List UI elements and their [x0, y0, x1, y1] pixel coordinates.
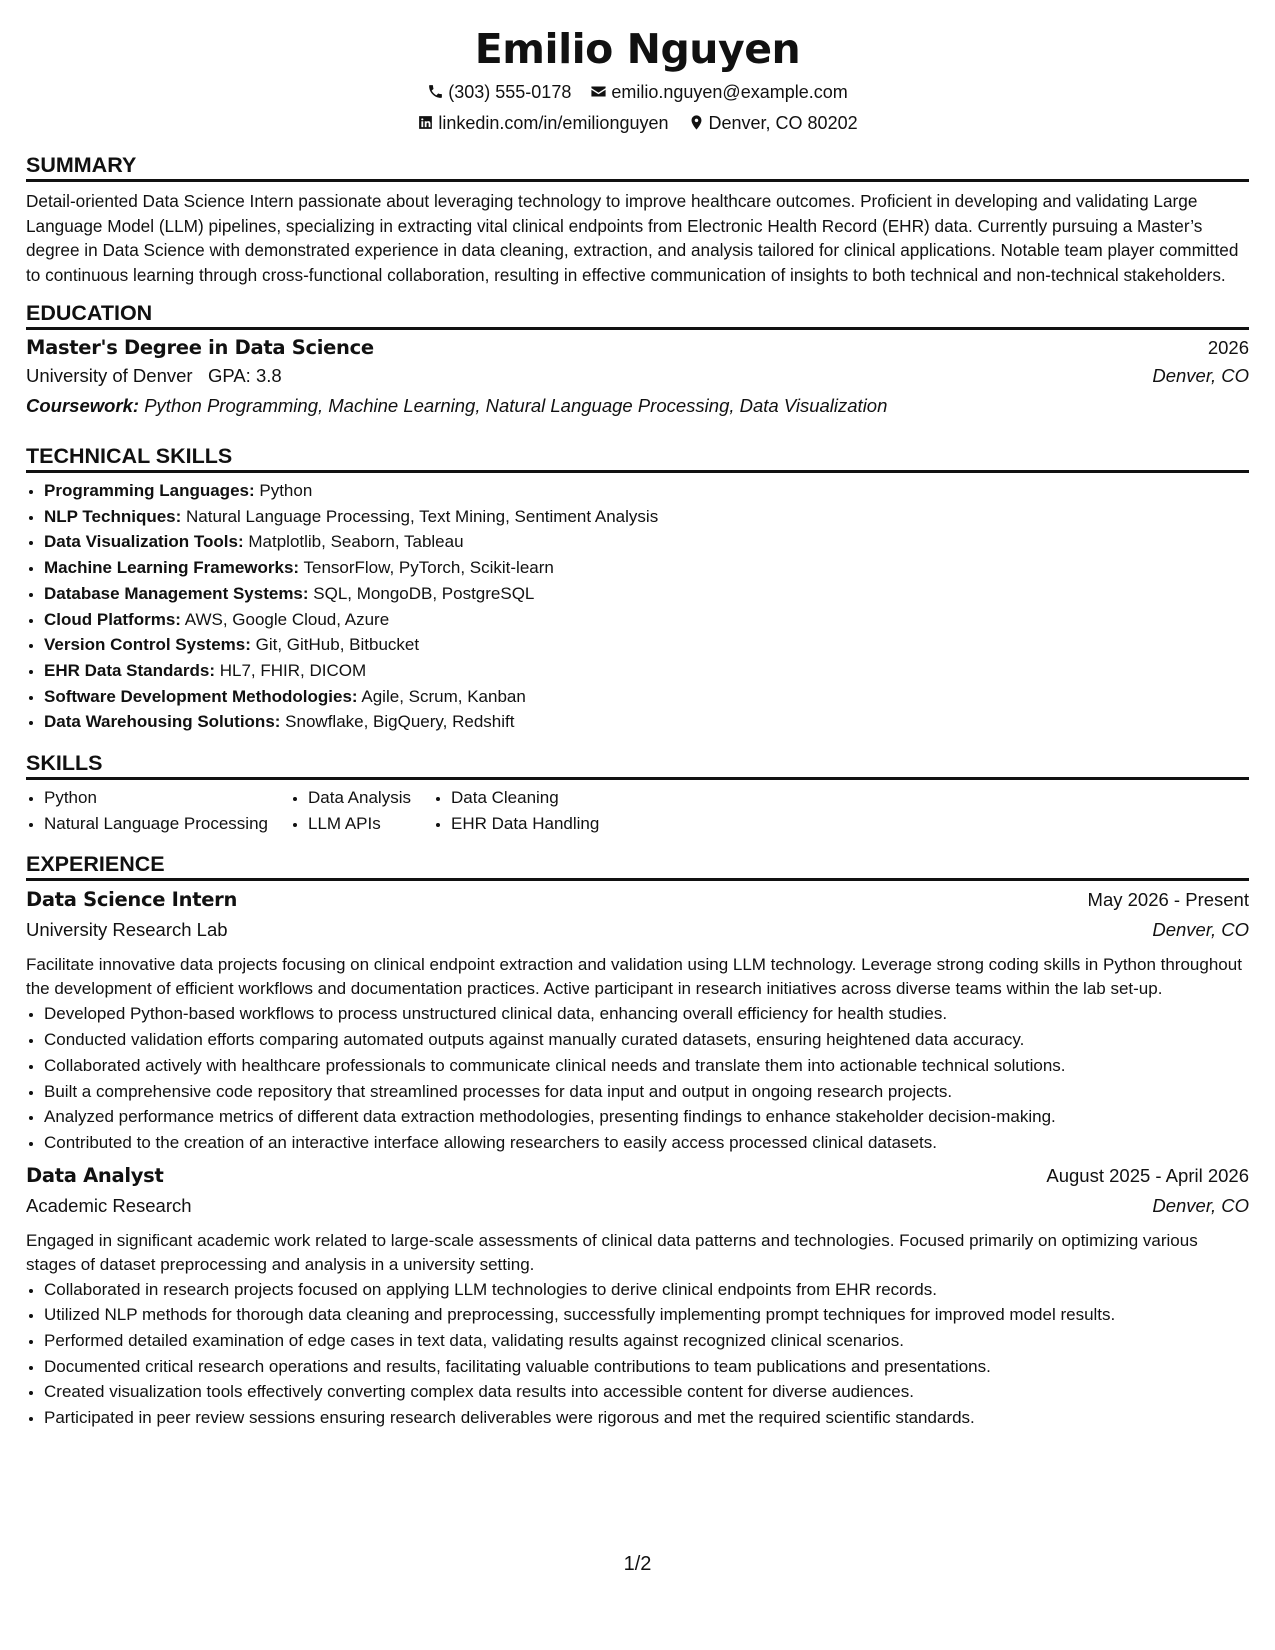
school-gpa: University of Denver GPA: 3.8 — [26, 365, 282, 386]
section-title: SKILLS — [26, 750, 1249, 780]
linkedin-link[interactable]: linkedin.com/in/emilionguyen — [438, 113, 669, 134]
summary-text: Detail-oriented Data Science Intern passionate about leveraging technology to improve healthcare outcomes. Proficient in developing and validating Large Language Model (LLM) pipelines, specializing in extracting vital clinical endpoints from Electronic Health Record (EHR) data. Currently pursuing a Master’s degree in Data Science with demonstrated experience in data cleaning, extraction, and analysis tailored for clinical applications. Notable team player committed to continuous learning through cross-functional collaboration, resulting in effective communication of insights to both technical and non-technical stakeholders. — [26, 191, 1239, 285]
job-dates: August 2025 - April 2026 — [1046, 1164, 1249, 1186]
list-item: • Participated in peer review sessions ensuring research deliverables were rigorous and met the required scientific standards. — [44, 1405, 1249, 1431]
list-item: • Natural Language Processing — [44, 811, 268, 837]
job-organization: Academic Research — [26, 1194, 192, 1216]
section-title: SUMMARY — [26, 152, 1249, 182]
coursework-label: Coursework: — [26, 395, 140, 416]
candidate-name: Emilio Nguyen — [474, 25, 801, 73]
contact-line-1 — [26, 80, 1249, 111]
list-item: • Documented critical research operations and results, facilitating valuable contributions to team publications and presentations. — [44, 1354, 1249, 1380]
list-item: • Collaborated actively with healthcare professionals to communicate clinical needs and translate them into actionable technical solutions. — [44, 1053, 1249, 1079]
email-contact[interactable] — [590, 81, 847, 103]
list-item: • Contributed to the creation of an interactive interface allowing researchers to easily access processed clinical datasets. — [44, 1130, 1249, 1156]
list-item: • EHR Data Handling — [451, 811, 599, 837]
job-description: Engaged in significant academic work related to large-scale assessments of clinical data patterns and technologies. Focused primarily on optimizing various stages of dataset preprocessing and analysis in a university setting. — [26, 1230, 1198, 1274]
list-item: • Data Warehousing Solutions: Snowflake, BigQuery, Redshift — [44, 709, 1249, 735]
job-dates: May 2026 - Present — [1087, 889, 1249, 911]
job-subheader — [26, 1195, 1249, 1226]
phone-icon — [427, 83, 444, 100]
job-header — [26, 888, 1249, 919]
list-item: • Python — [44, 785, 268, 811]
location-contact — [688, 112, 858, 134]
section-title: EXPERIENCE — [26, 851, 1249, 881]
technical-skills-list — [26, 478, 1249, 735]
resume-header — [26, 0, 1249, 142]
linkedin-contact[interactable] — [417, 112, 668, 134]
list-item: • NLP Techniques: Natural Language Processing, Text Mining, Sentiment Analysis — [44, 504, 1249, 530]
skills-column — [433, 785, 599, 836]
school-location: Denver, CO — [1152, 365, 1249, 386]
list-item: • Built a comprehensive code repository that streamlined processes for data input and output in ongoing research projects. — [44, 1079, 1249, 1105]
job-entry — [26, 888, 1249, 1155]
list-item: • Machine Learning Frameworks: TensorFlow, PyTorch, Scikit-learn — [44, 555, 1249, 581]
list-item: • Created visualization tools effectively converting complex data results into accessible content for diverse audiences. — [44, 1379, 1249, 1405]
location-text: Denver, CO 80202 — [708, 113, 858, 134]
list-item: • Data Analysis — [308, 785, 411, 811]
job-subheader — [26, 919, 1249, 950]
list-item: • Performed detailed examination of edge cases in text data, validating results against recognized clinical scenarios. — [44, 1328, 1249, 1354]
job-role: Data Analyst — [26, 1163, 164, 1187]
skills-column — [26, 785, 268, 836]
job-bullets — [26, 1277, 1249, 1431]
list-item: • LLM APIs — [308, 811, 411, 837]
education-row-1 — [26, 336, 1249, 365]
list-item: • Data Cleaning — [451, 785, 599, 811]
list-item: • Analyzed performance metrics of different data extraction methodologies, presenting findings to enhance stakeholder decision-making. — [44, 1104, 1249, 1130]
education-row-2 — [26, 365, 1249, 395]
section-title: TECHNICAL SKILLS — [26, 443, 1249, 473]
list-item: • Developed Python-based workflows to process unstructured clinical data, enhancing overall efficiency for health studies. — [44, 1001, 1249, 1027]
skills-column — [290, 785, 411, 836]
job-entry — [26, 1164, 1249, 1431]
job-bullets — [26, 1001, 1249, 1155]
page-number: 1/2 — [623, 1553, 652, 1575]
coursework-list: Python Programming, Machine Learning, Natural Language Processing, Data Visualization — [144, 395, 888, 416]
list-item: • Version Control Systems: Git, GitHub, Bitbucket — [44, 632, 1249, 658]
list-item: • Cloud Platforms: AWS, Google Cloud, Azure — [44, 607, 1249, 633]
list-item: • Data Visualization Tools: Matplotlib, Seaborn, Tableau — [44, 529, 1249, 555]
section-title: EDUCATION — [26, 300, 1249, 330]
graduation-year: 2026 — [1207, 337, 1249, 358]
summary-section — [26, 152, 1249, 287]
list-item: • Programming Languages: Python — [44, 478, 1249, 504]
skills-grid — [26, 785, 1249, 836]
experience-section — [26, 851, 1249, 1430]
email-link[interactable]: emilio.nguyen@example.com — [611, 82, 848, 103]
education-section — [26, 300, 1249, 425]
map-marker-icon — [688, 114, 705, 131]
job-organization: University Research Lab — [26, 919, 228, 941]
list-item: • Conducted validation efforts comparing automated outputs against manually curated datasets, ensuring heightened data accuracy. — [44, 1027, 1249, 1053]
list-item: • Utilized NLP methods for thorough data cleaning and preprocessing, successfully implementing prompt techniques for improved model results. — [44, 1302, 1249, 1328]
phone-contact — [427, 81, 571, 103]
job-description: Facilitate innovative data projects focusing on clinical endpoint extraction and validation using LLM technology. Leverage strong coding skills in Python throughout the development of efficient workflows and documentation practices. Active participant in research initiatives across diverse teams within the lab set-up. — [26, 955, 1242, 999]
degree-title: Master's Degree in Data Science — [26, 336, 374, 359]
list-item: • Database Management Systems: SQL, MongoDB, PostgreSQL — [44, 581, 1249, 607]
coursework — [26, 395, 1249, 425]
job-header — [26, 1164, 1249, 1195]
technical-skills-section — [26, 443, 1249, 735]
envelope-icon — [590, 83, 607, 100]
contact-line-2 — [26, 111, 1249, 142]
job-location: Denver, CO — [1152, 1194, 1249, 1216]
phone-number: (303) 555-0178 — [448, 82, 572, 103]
list-item: • Collaborated in research projects focused on applying LLM technologies to derive clinical endpoints from EHR records. — [44, 1277, 1249, 1303]
skills-section — [26, 750, 1249, 836]
job-role: Data Science Intern — [26, 888, 238, 912]
list-item: • EHR Data Standards: HL7, FHIR, DICOM — [44, 658, 1249, 684]
job-location: Denver, CO — [1152, 919, 1249, 941]
linkedin-icon — [417, 114, 434, 131]
list-item: • Software Development Methodologies: Agile, Scrum, Kanban — [44, 684, 1249, 710]
